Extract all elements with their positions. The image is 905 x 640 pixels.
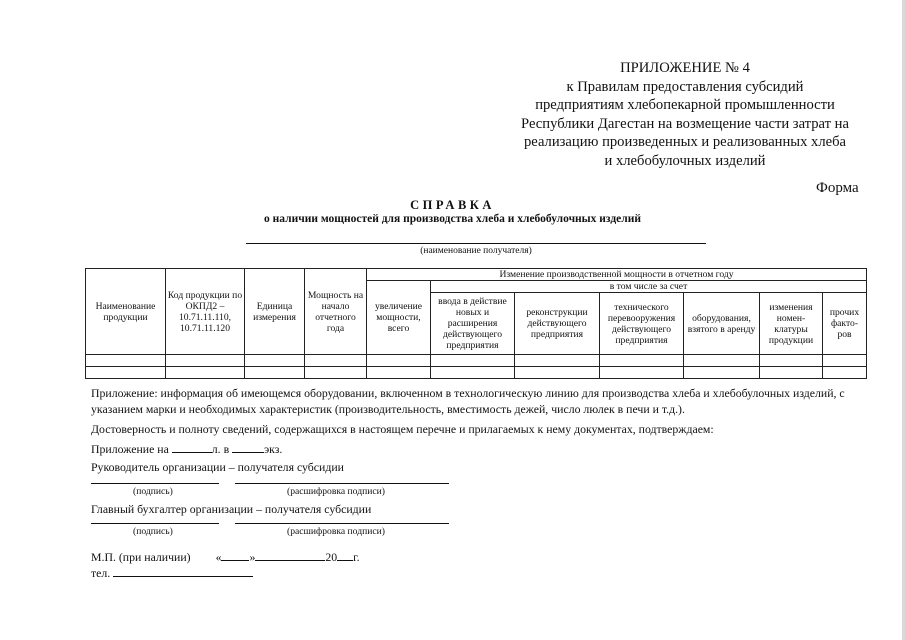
table-cell[interactable] <box>515 367 600 379</box>
table-cell[interactable] <box>600 367 684 379</box>
appendix-line: реализацию произведенных и реализованных хлеба <box>524 134 846 151</box>
form-label: Форма <box>816 180 859 196</box>
appendix-count-prefix: Приложение на <box>91 442 169 456</box>
recipient-name-field[interactable] <box>246 243 706 244</box>
table-cell[interactable] <box>760 355 823 367</box>
header-new-commissioning: ввода в действие новых и расширения действующего предприятия <box>431 293 515 355</box>
header-capacity-change: Изменение производственной мощности в отчетном году <box>367 269 867 281</box>
appendix-line: и хлебобулочных изделий <box>604 152 766 169</box>
year-field[interactable] <box>337 549 353 561</box>
table-cell[interactable] <box>760 367 823 379</box>
chief-accountant-label: Главный бухгалтер организации – получателя субсидии <box>91 502 372 516</box>
table-cell[interactable] <box>166 367 245 379</box>
copies-count-field[interactable] <box>232 441 264 453</box>
day-field[interactable] <box>221 549 249 561</box>
capacity-table <box>85 268 867 379</box>
appendix-count-line <box>91 441 282 457</box>
accountant-decoding-caption: (расшифровка подписи) <box>287 526 385 537</box>
recipient-caption: (наименование получателя) <box>420 246 532 256</box>
table-row <box>86 367 867 379</box>
appendix-line: предприятиям хлебопекарной промышленности <box>535 97 835 114</box>
table-cell[interactable] <box>823 355 867 367</box>
appendix-number: ПРИЛОЖЕНИЕ № 4 <box>620 60 750 76</box>
head-decoding-field[interactable] <box>235 483 449 484</box>
table-cell[interactable] <box>245 367 305 379</box>
annex-note <box>91 385 845 417</box>
header-leased-equipment: оборудования, взятого в аренду <box>684 293 760 355</box>
appendix-header <box>500 59 870 171</box>
table-cell[interactable] <box>367 355 431 367</box>
table-cell[interactable] <box>431 367 515 379</box>
document-subtitle: о наличии мощностей для производства хлеба и хлебобулочных изделий <box>264 213 641 225</box>
appendix-count-suffix: экз. <box>264 442 283 456</box>
year-suffix: г. <box>353 550 360 564</box>
head-signature-field[interactable] <box>91 483 219 484</box>
table-row <box>86 355 867 367</box>
year-prefix: 20 <box>325 550 338 564</box>
table-cell[interactable] <box>245 355 305 367</box>
month-field[interactable] <box>255 549 325 561</box>
header-including: в том числе за счет <box>431 281 867 293</box>
appendix-line: Республики Дагестан на возмещение части затрат на <box>521 115 849 132</box>
table-cell[interactable] <box>684 367 760 379</box>
phone-field[interactable] <box>113 565 253 577</box>
accountant-signature-caption: (подпись) <box>133 526 173 537</box>
accountant-signature-field[interactable] <box>91 523 219 524</box>
table-cell[interactable] <box>823 367 867 379</box>
head-label: Руководитель организации – получателя субсидии <box>91 460 344 474</box>
table-cell[interactable] <box>166 355 245 367</box>
table-cell[interactable] <box>86 367 166 379</box>
seal-label: М.П. (при наличии) <box>91 550 191 564</box>
head-signature-caption: (подпись) <box>133 486 173 497</box>
accountant-decoding-field[interactable] <box>235 523 449 524</box>
header-product-name: Наименование продукции <box>86 269 166 355</box>
appendix-line: к Правилам предоставления субсидий <box>566 78 804 95</box>
seal-date-line <box>91 549 360 565</box>
document-title: СПРАВКА <box>410 198 495 212</box>
table-cell[interactable] <box>431 355 515 367</box>
header-reequipment: технического перевооружения действующего предприятия <box>600 293 684 355</box>
header-increase-total: увеличение мощности, всего <box>367 281 431 355</box>
sheets-count-field[interactable] <box>172 441 212 453</box>
quote-open: « <box>215 550 222 564</box>
table-cell[interactable] <box>515 355 600 367</box>
header-reconstruction: реконструкции действующего предприятия <box>515 293 600 355</box>
annex-note-line: Приложение: информация об имеющемся оборудовании, включенном в технологическую линию для производства хлеба и хлебобулочных изделий, с <box>91 386 845 400</box>
header-unit: Единица измерения <box>245 269 305 355</box>
table-cell[interactable] <box>305 367 367 379</box>
table-cell[interactable] <box>305 355 367 367</box>
annex-note-line: указанием марки и необходимых характеристик (производительность, вместимость дежей, число люлек в печи и т.д.). <box>91 402 685 416</box>
header-product-code: Код продукции по ОКПД2 – 10.71.11.110, 10.71.11.120 <box>166 269 245 355</box>
head-decoding-caption: (расшифровка подписи) <box>287 486 385 497</box>
table-cell[interactable] <box>684 355 760 367</box>
phone-line <box>91 565 253 581</box>
table-cell[interactable] <box>86 355 166 367</box>
header-capacity-start: Мощность на начало отчетного года <box>305 269 367 355</box>
header-other-factors: прочих факто-ров <box>823 293 867 355</box>
phone-label: тел. <box>91 566 111 580</box>
header-nomenclature: изменения номен-клатуры продукции <box>760 293 823 355</box>
table-cell[interactable] <box>600 355 684 367</box>
table-cell[interactable] <box>367 367 431 379</box>
quote-close: » <box>249 550 256 564</box>
confirmation-statement: Достоверность и полноту сведений, содержащихся в настоящем перечне и прилагаемых к нему документах, подтверждаем: <box>91 422 714 436</box>
appendix-count-middle: л. в <box>211 442 230 456</box>
